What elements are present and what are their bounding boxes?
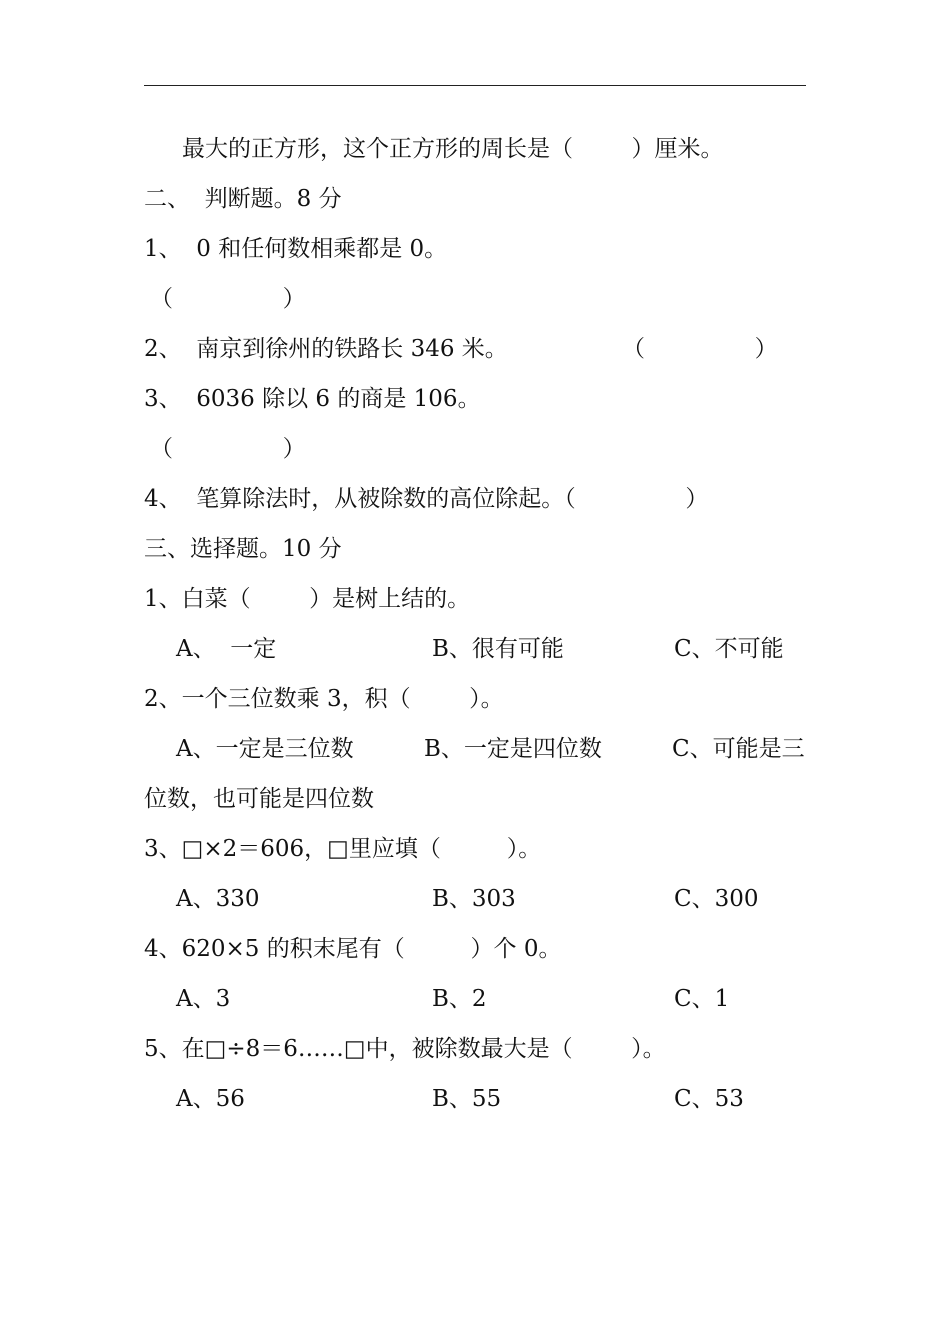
tf-answer-blank-3: （ ） xyxy=(150,436,306,462)
mc-option-4b: B、2 xyxy=(432,986,487,1012)
mc-question-5: 5、在□÷8＝6……□中，被除数最大是（ ）。 xyxy=(144,1036,666,1062)
tf-question-2: 2、 南京到徐州的铁路长 346 米。 xyxy=(144,336,508,362)
mc-option-2b: B、一定是四位数 xyxy=(424,736,602,762)
mc-question-1: 1、白菜（ ）是树上结的。 xyxy=(144,586,471,612)
mc-option-3b: B、303 xyxy=(432,886,516,912)
mc-option-1c: C、不可能 xyxy=(674,636,784,662)
mc-option-3a: A、330 xyxy=(176,886,260,912)
header-rule xyxy=(144,85,806,86)
mc-option-4c: C、1 xyxy=(674,986,730,1012)
mc-question-3: 3、□×2＝606，□里应填（ ）。 xyxy=(144,836,542,862)
mc-option-2a: A、一定是三位数 xyxy=(176,736,354,762)
question-line-square-perimeter: 最大的正方形，这个正方形的周长是（ ）厘米。 xyxy=(182,136,724,162)
mc-option-1b: B、很有可能 xyxy=(432,636,564,662)
tf-question-3: 3、 6036 除以 6 的商是 106。 xyxy=(144,386,481,412)
mc-option-2c: C、可能是三 xyxy=(672,736,805,762)
tf-answer-blank-1: （ ） xyxy=(150,286,306,312)
mc-option-4a: A、3 xyxy=(176,986,231,1012)
tf-question-1: 1、 0 和任何数相乘都是 0。 xyxy=(144,236,448,262)
mc-option-5c: C、53 xyxy=(674,1086,744,1112)
section-heading-true-false: 二、 判断题。8 分 xyxy=(144,186,342,212)
mc-question-2: 2、一个三位数乘 3，积（ ）。 xyxy=(144,686,504,712)
tf-question-4: 4、 笔算除法时，从被除数的高位除起。（ ） xyxy=(144,486,709,512)
section-heading-multiple-choice: 三、选择题。10 分 xyxy=(144,536,342,562)
mc-option-5b: B、55 xyxy=(432,1086,502,1112)
mc-option-1a: A、 一定 xyxy=(176,636,277,662)
tf-answer-blank-2: （ ） xyxy=(622,336,778,362)
mc-option-3c: C、300 xyxy=(674,886,759,912)
mc-option-2c-continued: 位数，也可能是四位数 xyxy=(144,786,374,812)
mc-option-5a: A、56 xyxy=(176,1086,245,1112)
mc-question-4: 4、620×5 的积末尾有（ ）个 0。 xyxy=(144,936,562,962)
